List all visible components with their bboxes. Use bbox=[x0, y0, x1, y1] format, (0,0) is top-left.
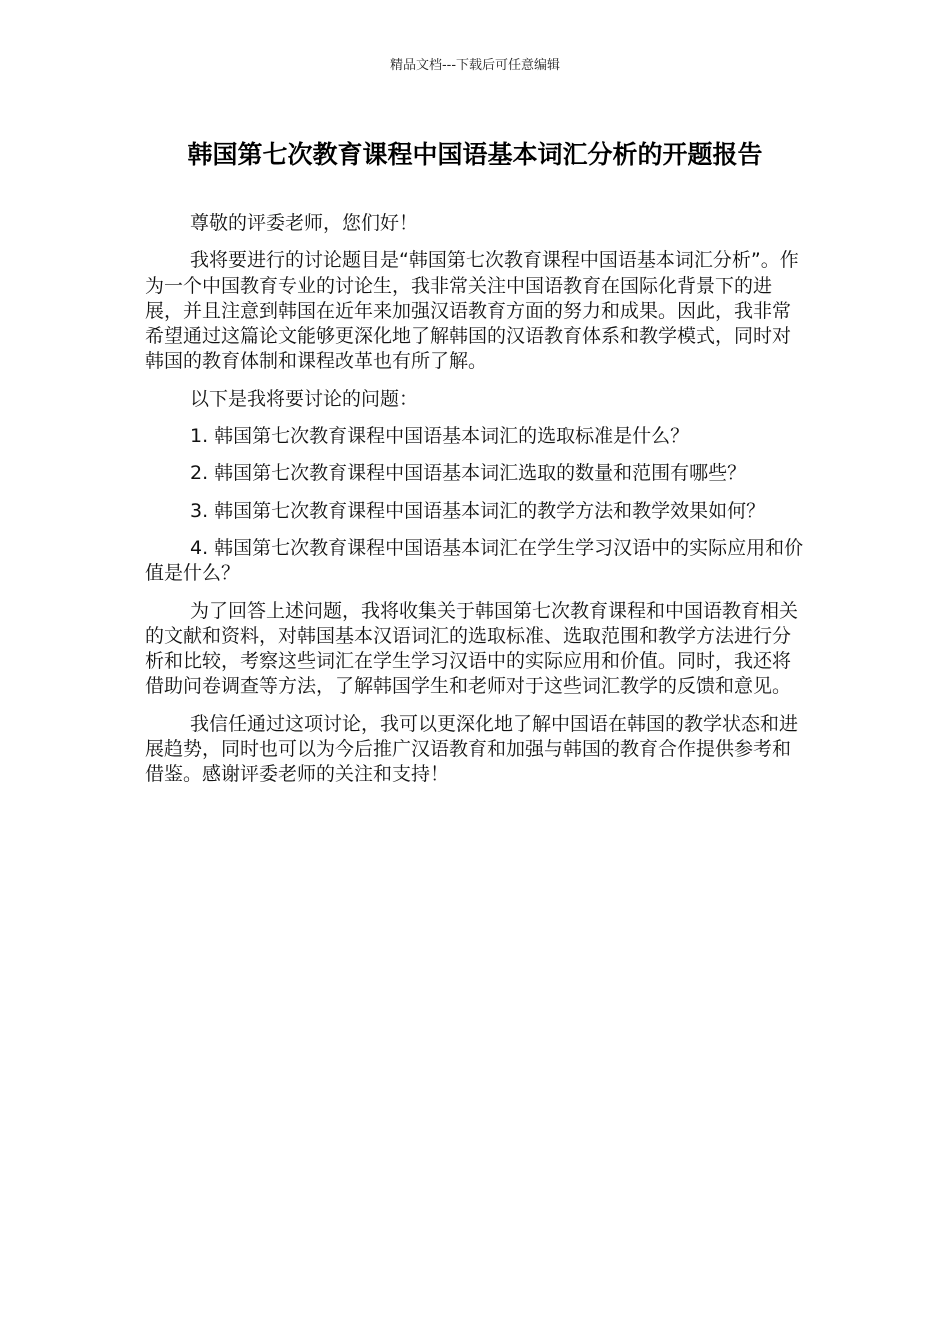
question-item-1: 1. 韩国第七次教育课程中国语基本词汇的选取标准是什么？ bbox=[190, 425, 690, 448]
document-body bbox=[145, 211, 805, 800]
document-title: 韩国第七次教育课程中国语基本词汇分析的开题报告 bbox=[187, 140, 763, 169]
paragraph-conclusion: 我信任通过这项讨论，我可以更深化地了解中国语在韩国的教学状态和进展趋势，同时也可以为今后推广汉语教育和加强与韩国的教育合作提供参考和借鉴。感谢评委老师的关注和支持！ bbox=[145, 712, 799, 786]
paragraph-introduction: 我将要进行的讨论题目是“韩国第七次教育课程中国语基本词汇分析”。作为一个中国教育专业的讨论生，我非常关注中国语教育在国际化背景下的进展，并且注意到韩国在近年来加强汉语教育方面的努力和成果。因此，我非常希望通过这篇论文能够更深化地了解韩国的汉语教育体系和教学模式，同时对韩国的教育体制和课程改革也有所了解。 bbox=[145, 249, 799, 373]
question-item-3: 3. 韩国第七次教育课程中国语基本词汇的教学方法和教学效果如何？ bbox=[190, 499, 766, 522]
paragraph-questions-intro: 以下是我将要讨论的问题： bbox=[190, 387, 419, 410]
question-item-4: 4. 韩国第七次教育课程中国语基本词汇在学生学习汉语中的实际应用和价值是什么？ bbox=[145, 536, 804, 585]
page-header: 精品文档---下载后可任意编辑 bbox=[389, 58, 561, 73]
question-item-2: 2. 韩国第七次教育课程中国语基本词汇选取的数量和范围有哪些？ bbox=[190, 462, 747, 485]
paragraph-greeting: 尊敬的评委老师，您们好！ bbox=[190, 212, 419, 234]
paragraph-methodology: 为了回答上述问题，我将收集关于韩国第七次教育课程和中国语教育相关的文献和资料，对韩国基本汉语词汇的选取标准、选取范围和教学方法进行分析和比较，考察这些词汇在学生学习汉语中的实际应用和价值。同时，我还将借助问卷调查等方法，了解韩国学生和老师对于这些词汇教学的反馈和意见。 bbox=[145, 599, 799, 698]
